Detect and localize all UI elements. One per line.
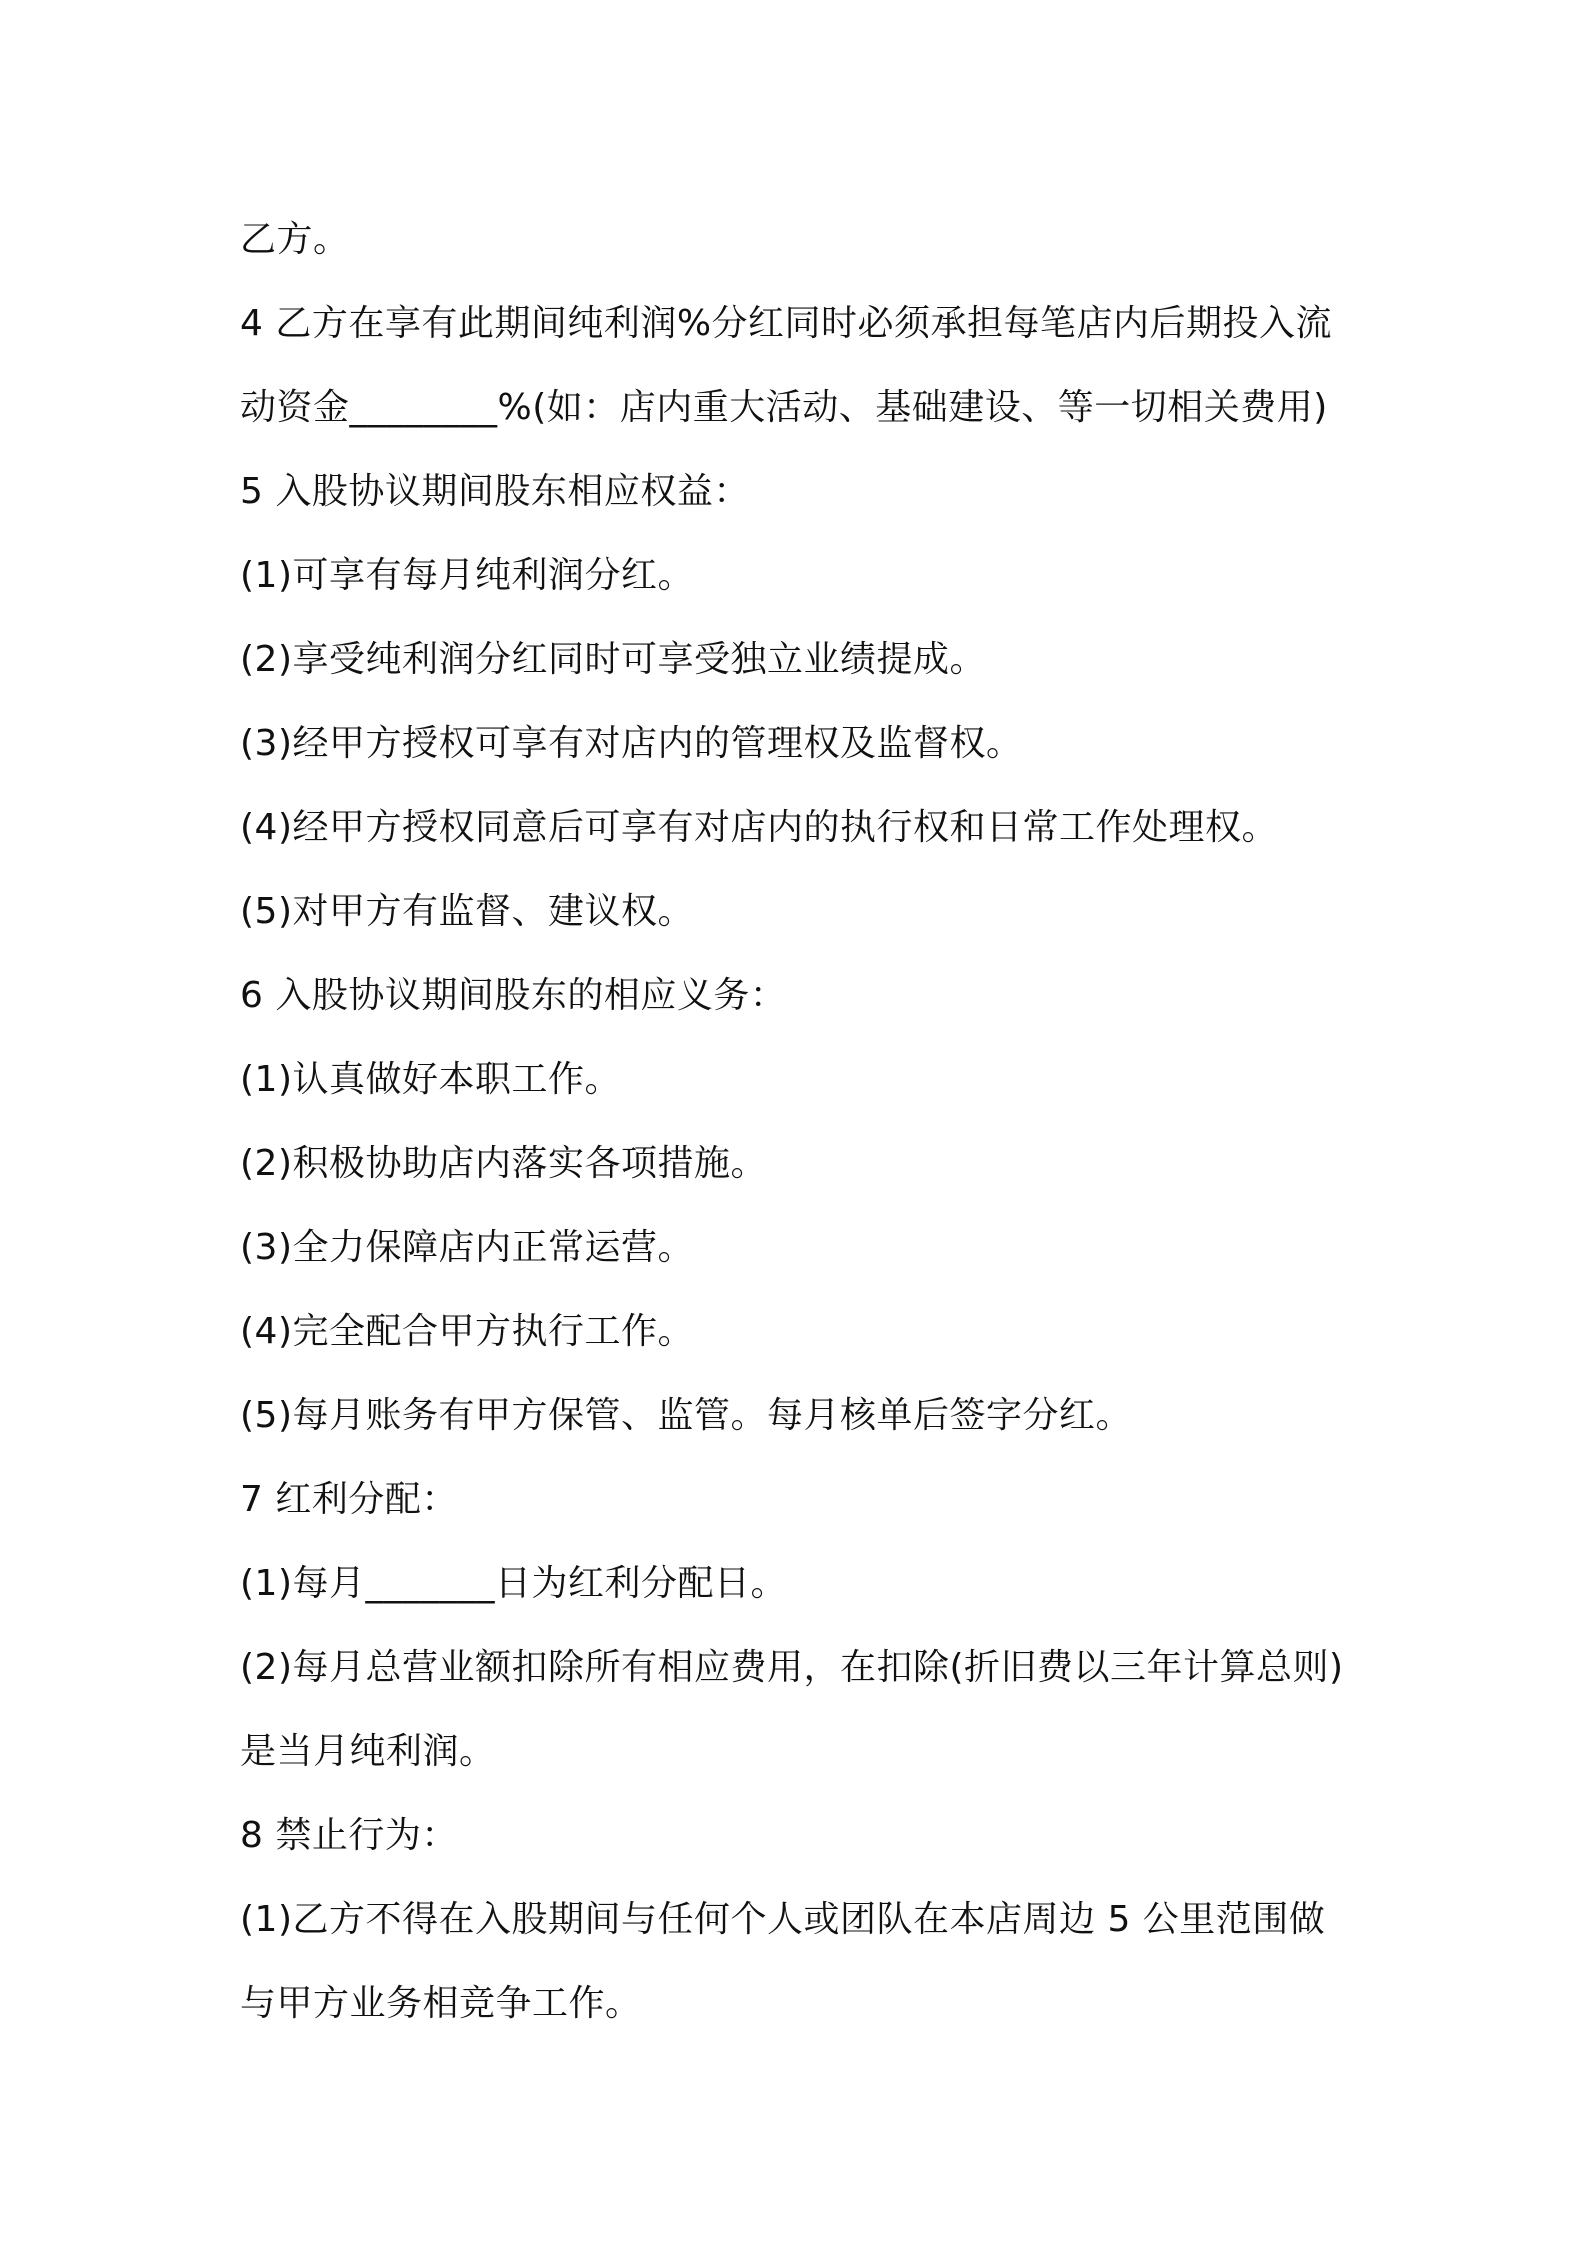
section-heading: 6 入股协议期间股东的相应义务： — [240, 975, 787, 1016]
list-item: (1)可享有每月纯利润分红。 — [240, 555, 694, 596]
section-heading: 8 禁止行为： — [240, 1815, 458, 1856]
list-item: (5)每月账务有甲方保管、监管。每月核单后签字分红。 — [240, 1395, 1132, 1436]
text-line: 是当月纯利润。 — [240, 1731, 496, 1772]
list-item: (2)每月总营业额扣除所有相应费用，在扣除(折旧费以三年计算总则) — [240, 1647, 1344, 1688]
text-line: 与甲方业务相竞争工作。 — [240, 1983, 642, 2024]
section-heading: 7 红利分配： — [240, 1479, 458, 1520]
text-line: 乙方。 — [240, 219, 350, 260]
document-body — [240, 198, 1360, 2046]
list-item: (1)每月_______日为红利分配日。 — [240, 1563, 787, 1604]
list-item: (2)享受纯利润分红同时可享受独立业绩提成。 — [240, 639, 986, 680]
list-item: (4)经甲方授权同意后可享有对店内的执行权和日常工作处理权。 — [240, 807, 1278, 848]
text-line: 4 乙方在享有此期间纯利润%分红同时必须承担每笔店内后期投入流 — [240, 303, 1333, 344]
text-line: 动资金________%(如：店内重大活动、基础建设、等一切相关费用) — [240, 387, 1328, 428]
section-heading: 5 入股协议期间股东相应权益： — [240, 471, 750, 512]
list-item: (1)认真做好本职工作。 — [240, 1059, 621, 1100]
list-item: (2)积极协助店内落实各项措施。 — [240, 1143, 767, 1184]
list-item: (4)完全配合甲方执行工作。 — [240, 1311, 694, 1352]
list-item: (3)全力保障店内正常运营。 — [240, 1227, 694, 1268]
list-item: (5)对甲方有监督、建议权。 — [240, 891, 694, 932]
list-item: (1)乙方不得在入股期间与任何个人或团队在本店周边 5 公里范围做 — [240, 1899, 1326, 1940]
list-item: (3)经甲方授权可享有对店内的管理权及监督权。 — [240, 723, 1023, 764]
